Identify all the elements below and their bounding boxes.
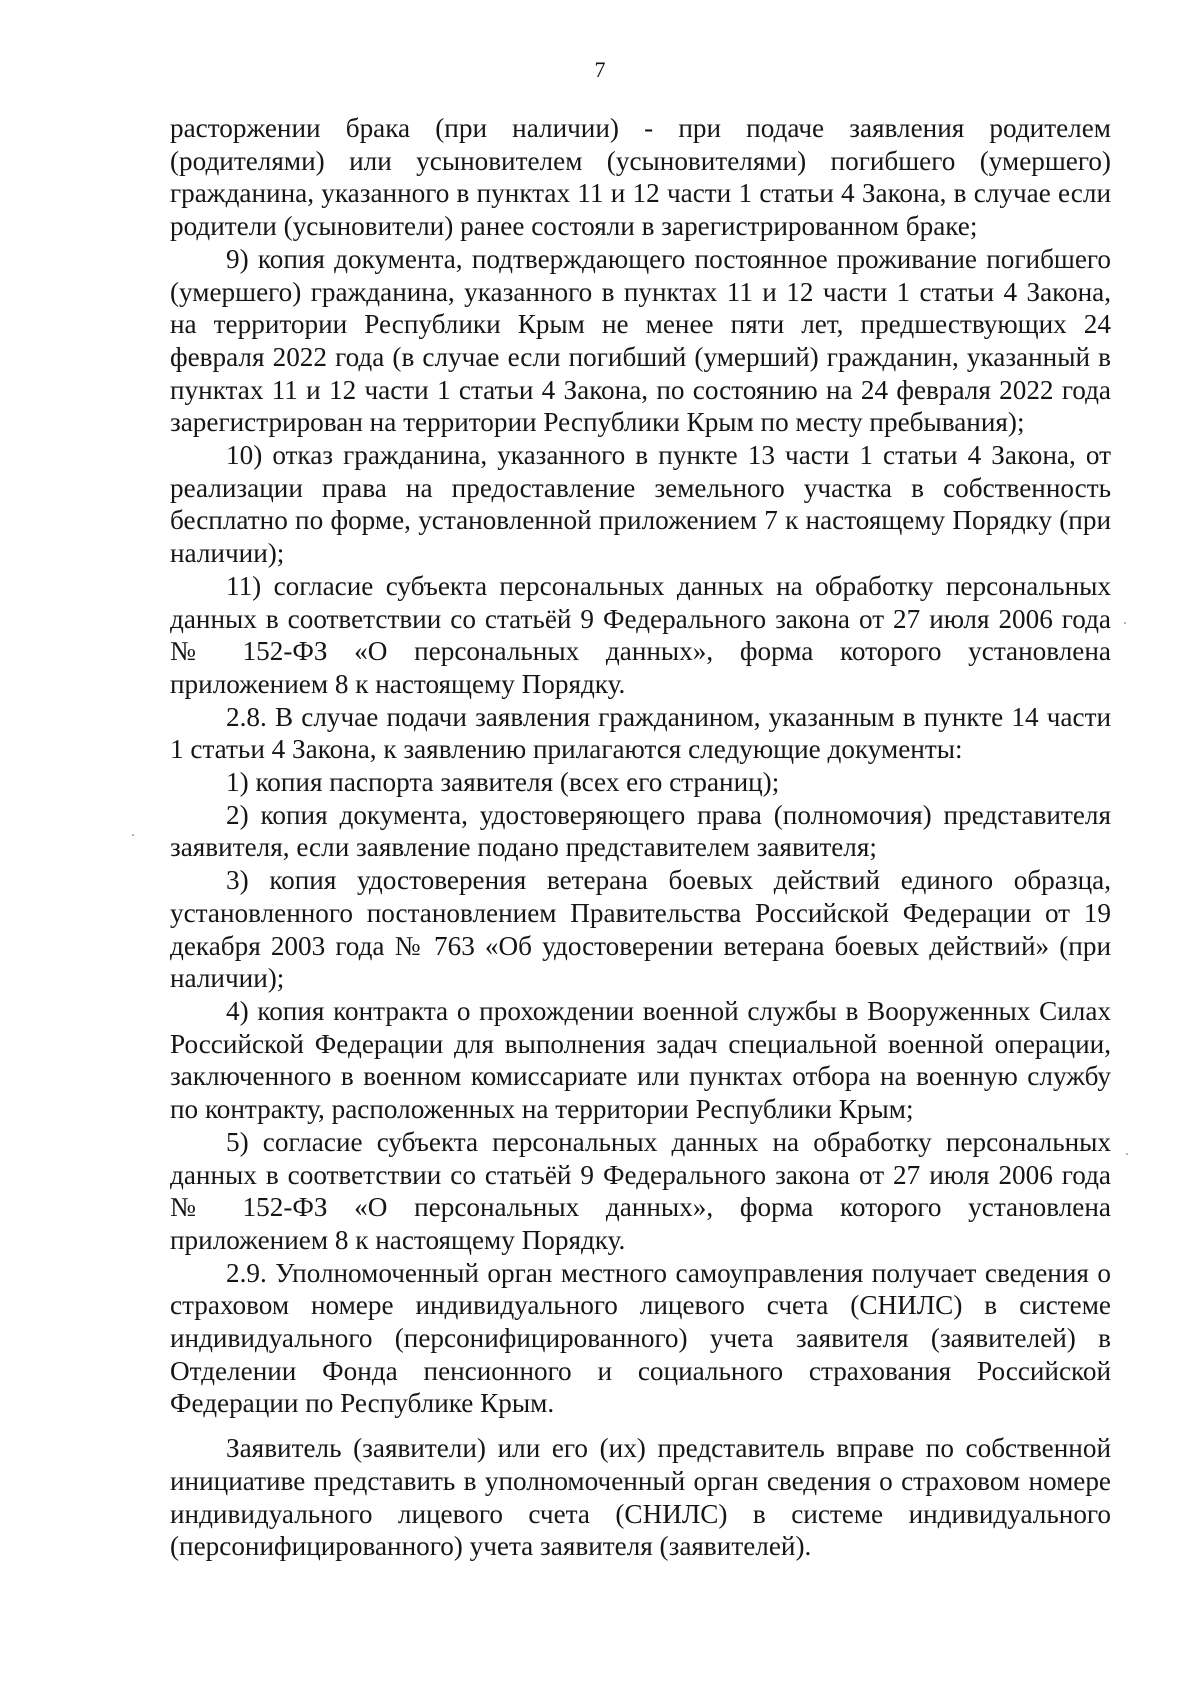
- list-item-10: 10) отказ гражданина, указанного в пункте 13 части 1 статьи 4 Закона, от реализации права на предоставление земельного участка в собственность бесплатно по форме, установленной приложением 7 к настоящему Порядку (при наличии);: [170, 440, 1111, 569]
- clause-2-9-applicant-paragraph: Заявитель (заявители) или его (их) представитель вправе по собственной инициативе представить в уполномоченный орган сведения о страховом номере индивидуального лицевого счета (СНИЛС) в системе индивидуального (персонифицированного) учета заявителя (заявителей).: [170, 1433, 1111, 1562]
- clause-2-8-item-3: 3) копия удостоверения ветерана боевых действий единого образца, установленного постановлением Правительства Российской Федерации от 19 декабря 2003 года № 763 «Об удостоверении ветерана боевых действий» (при наличии);: [170, 865, 1111, 994]
- clause-2-8-item-1: 1) копия паспорта заявителя (всех его страниц);: [226, 767, 780, 798]
- clause-2-9: 2.9. Уполномоченный орган местного самоуправления получает сведения о страховом номере индивидуального лицевого счета (СНИЛС) в системе индивидуального (персонифицированного) учета заявителя (заявителей) в Отделении Фонда пенсионного и социального страхования Российской Федерации по Республике Крым.: [170, 1257, 1111, 1419]
- list-item-9: 9) копия документа, подтверждающего постоянное проживание погибшего (умершего) гражданина, указанного в пунктах 11 и 12 части 1 статьи 4 Закона, на территории Республики Крым не менее пяти лет, предшествующих 24 февраля 2022 года (в случае если погибший (умерший) гражданин, указанный в пунктах 11 и 12 части 1 статьи 4 Закона, по состоянию на 24 февраля 2022 года зарегистрирован на территории Республики Крым по месту пребывания);: [170, 243, 1111, 438]
- paragraph-continuation: расторжении брака (при наличии) - при подаче заявления родителем (родителями) или усыновителем (усыновителями) погибшего (умершего) гражданина, указанного в пунктах 11 и 12 части 1 статьи 4 Закона, в случае если родители (усыновители) ранее состояли в зарегистрированном браке;: [170, 113, 1111, 242]
- scan-speck: [1126, 1153, 1128, 1155]
- clause-2-8-item-5: 5) согласие субъекта персональных данных на обработку персональных данных в соответствии со статьёй 9 Федерального закона от 27 июля 2006 года № 152-ФЗ «О персональных данных», форма которого установлена приложением 8 к настоящему Порядку.: [170, 1126, 1111, 1255]
- clause-2-8-item-2: 2) копия документа, удостоверяющего права (полномочия) представителя заявителя, если заявление подано представителем заявителя;: [170, 799, 1111, 863]
- clause-2-8: 2.8. В случае подачи заявления гражданином, указанным в пункте 14 части 1 статьи 4 Закона, к заявлению прилагаются следующие документы:: [170, 701, 1111, 765]
- clause-2-8-item-4: 4) копия контракта о прохождении военной службы в Вооруженных Силах Российской Федерации для выполнения задач специальной военной операции, заключенного в военном комиссариате или пунктах отбора на военную службу по контракту, расположенных на территории Республики Крым;: [170, 995, 1111, 1125]
- page-number: 7: [594, 57, 606, 82]
- document-body: [170, 112, 1111, 1563]
- list-item-11: 11) согласие субъекта персональных данных на обработку персональных данных в соответствии со статьёй 9 Федерального закона от 27 июля 2006 года № 152-ФЗ «О персональных данных», форма которого установлена приложением 8 к настоящему Порядку.: [170, 570, 1111, 699]
- scan-speck: [1124, 622, 1126, 624]
- scan-speck: [132, 834, 134, 836]
